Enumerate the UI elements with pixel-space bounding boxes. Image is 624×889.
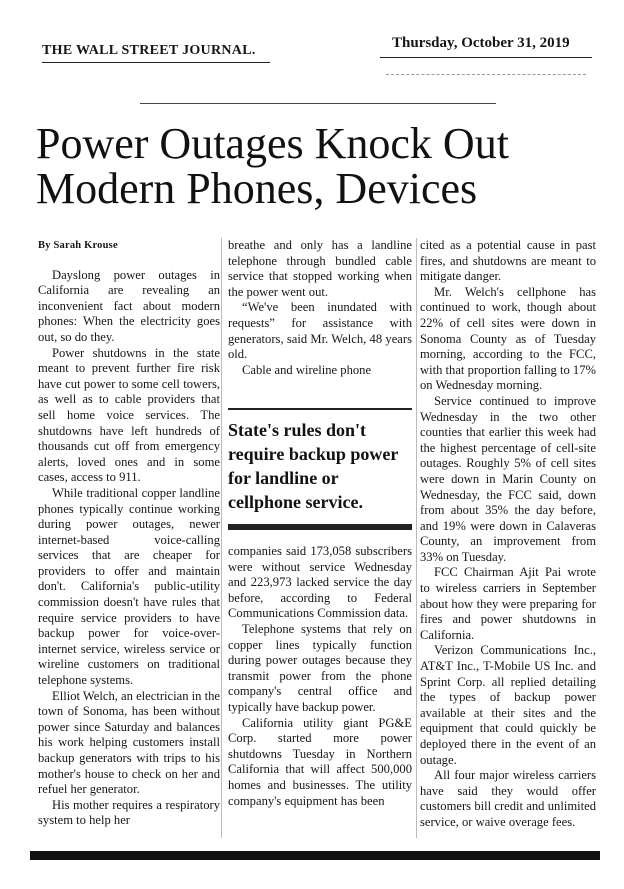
headline: Power Outages Knock Out Modern Phones, Devices (36, 119, 509, 213)
col1-paragraph: While traditional copper landline phones typically continue working during power outages, newer internet-based voice-calling services that are cheaper for providers to offer and maintain don't. California's public-utility commission doesn't have rules that require service providers to have backup power for voice-over-internet service, wireless service or wireline customers on traditional telephone systems. (38, 485, 220, 688)
byline: By Sarah Krouse (38, 240, 118, 251)
bottom-bar (30, 851, 600, 860)
header-rule (140, 103, 496, 104)
col2-paragraph: “We've been inundated with requests” for assistance with generators, said Mr. Welch, 48 years old. (228, 300, 412, 362)
masthead: THE WALL STREET JOURNAL. (42, 43, 256, 58)
col2-paragraph: Cable and wireline phone (242, 362, 372, 377)
col2-paragraph: California utility giant PG&E Corp. started more power shutdowns Tuesday in Northern California that will affect 500,000 homes and businesses. The utility company's equipment has been (228, 715, 412, 808)
col3-paragraph: FCC Chairman Ajit Pai wrote to wireless carriers in September about how they were preparing for fires and power shutdowns in California. (420, 565, 596, 642)
dateline-rule (380, 57, 592, 58)
column-2-bottom (228, 544, 412, 809)
col3-paragraph: cited as a potential cause in past fires, and shutdowns are meant to mitigate danger. (420, 238, 596, 284)
col3-paragraph: Mr. Welch's cellphone has continued to work, though about 22% of cell sites were down in Sonoma County as of Tuesday morning, according to the FCC, with that proportion falling to 17% on Wednesday morning. (420, 284, 596, 393)
pull-quote: State's rules don't require backup power for landline or cellphone service. (228, 420, 399, 512)
masthead-rule (42, 62, 270, 63)
top-dashed-rule (386, 74, 586, 75)
pull-quote-bottom-rule (228, 524, 412, 530)
col3-paragraph: Service continued to improve Wednesday in the two other counties that earlier this week had the highest percentage of cell-site outages. Roughly 5% of cell sites were down in Marin County on Wednesday, the FCC said, down from about 35% the day before, and 19% were down in Calaveras County, an improvement from 33% on Tuesday. (420, 393, 596, 564)
column-2-top (228, 238, 412, 378)
col2-paragraph: Telephone systems that rely on copper lines typically function during power outages because they transmit power from the phone company's central office and typically have backup power. (228, 621, 412, 714)
column-divider (416, 238, 417, 838)
col1-paragraph: His mother requires a respiratory system to help her (38, 797, 220, 828)
column-3 (420, 238, 596, 831)
column-divider (221, 238, 222, 838)
col1-paragraph: Dayslong power outages in California are revealing an inconvenient fact about modern phones: When the electricity goes out, so do they. (38, 267, 220, 344)
dateline: Thursday, October 31, 2019 (392, 35, 570, 51)
col2-paragraph: breathe and only has a landline telephone through bundled cable service that stopped working when the power went out. (228, 238, 412, 299)
pull-quote-top-rule (228, 408, 412, 410)
column-1 (38, 238, 220, 829)
col2-paragraph: companies said 173,058 subscribers were without service Wednesday and 223,973 lacked service the day before, according to Federal Communications Commission data. (228, 544, 412, 621)
col1-paragraph: Power shutdowns in the state meant to prevent further fire risk have cut power to some cell towers, as well as to cable providers that sell home voice services. The shutdowns have left hundreds of thousands cut off from emergency alerts, loved ones and in some cases, access to 911. (38, 345, 220, 485)
col1-paragraph: Elliot Welch, an electrician in the town of Sonoma, has been without power since Saturday and balances his work helping customers install backup generators with trips to his mother's house to check on her and refuel her generator. (38, 688, 221, 797)
col3-paragraph: All four major wireless carriers have said they would offer customers bill credit and unlimited service, or waive overage fees. (420, 768, 596, 829)
col3-paragraph: Verizon Communications Inc., AT&T Inc., T-Mobile US Inc. and Sprint Corp. all replied detailing the types of backup power available at their sites and the equipment that could quickly be deployed there in the event of an outage. (420, 643, 596, 767)
